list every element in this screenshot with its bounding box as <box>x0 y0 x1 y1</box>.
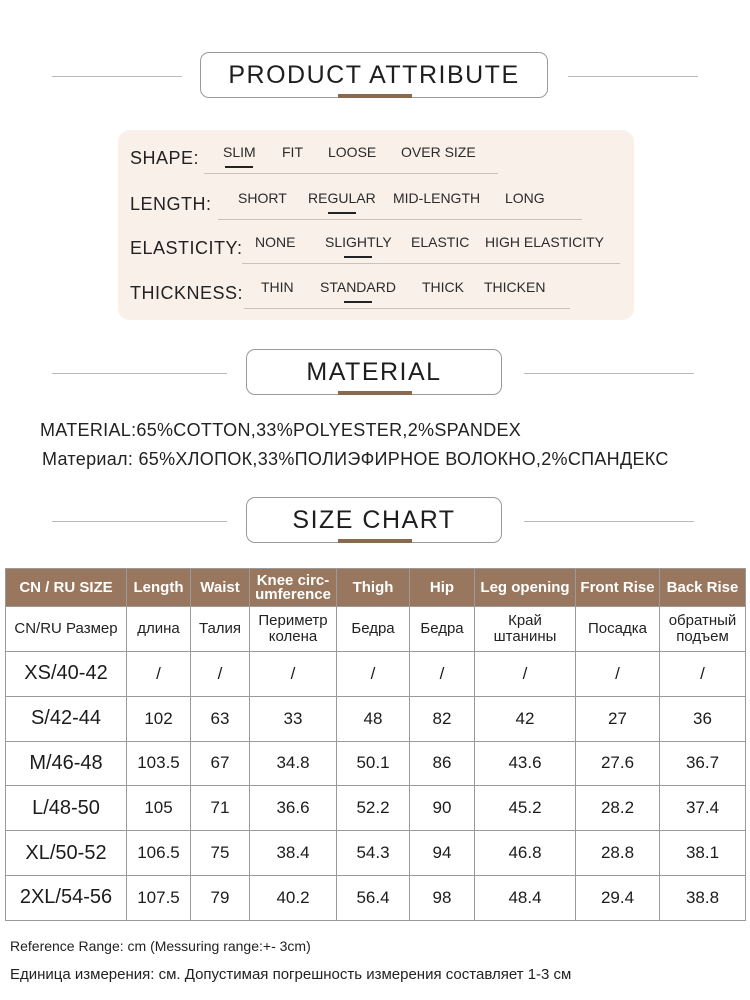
table-cell: M/46-48 <box>6 741 127 786</box>
table-cell: 28.8 <box>576 831 660 876</box>
header-rule-right <box>524 373 694 374</box>
table-cell: Периметр колена <box>250 607 337 652</box>
attr-option: SLIM <box>223 144 256 160</box>
table-cell: / <box>337 652 410 697</box>
table-cell: Back Rise <box>660 569 746 607</box>
attr-row-elasticity <box>118 234 620 264</box>
table-cell: / <box>576 652 660 697</box>
header-rule-left <box>52 521 227 522</box>
attr-rule <box>244 308 570 309</box>
attr-option: REGULAR <box>308 190 376 206</box>
table-row <box>6 786 746 831</box>
table-cell: 34.8 <box>250 741 337 786</box>
table-cell: 38.4 <box>250 831 337 876</box>
attr-row-shape <box>118 144 498 174</box>
table-cell: 52.2 <box>337 786 410 831</box>
table-row <box>6 696 746 741</box>
attribute-panel <box>118 130 634 320</box>
table-cell: 43.6 <box>475 741 576 786</box>
table-row <box>6 875 746 920</box>
table-cell: 38.8 <box>660 875 746 920</box>
table-cell: S/42-44 <box>6 696 127 741</box>
header-rule-right <box>524 521 694 522</box>
attr-option: SLIGHTLY <box>325 234 392 250</box>
attr-option: LONG <box>505 190 545 206</box>
attr-option: THICK <box>422 279 464 295</box>
table-cell: 27.6 <box>576 741 660 786</box>
material-ru: Материал: 65%ХЛОПОК,33%ПОЛИЭФИРНОЕ ВОЛОКНО,2%СПАНДЕКС <box>42 449 669 469</box>
table-cell: / <box>475 652 576 697</box>
attr-label: ELASTICITY: <box>130 238 243 258</box>
table-cell: 75 <box>191 831 250 876</box>
table-cell: 63 <box>191 696 250 741</box>
table-cell: 102 <box>127 696 191 741</box>
attr-option: STANDARD <box>320 279 396 295</box>
table-cell: 48.4 <box>475 875 576 920</box>
table-cell: 37.4 <box>660 786 746 831</box>
attr-row-thickness <box>118 279 570 309</box>
section-title: SIZE CHART <box>246 497 502 543</box>
table-cell: 94 <box>410 831 475 876</box>
attr-option: SHORT <box>238 190 287 206</box>
title-underline <box>338 94 412 98</box>
table-cell: Бедра <box>337 607 410 652</box>
table-cell: длина <box>127 607 191 652</box>
attr-label: THICKNESS: <box>130 283 244 303</box>
table-cell: 36.6 <box>250 786 337 831</box>
table-cell: XL/50-52 <box>6 831 127 876</box>
table-cell: / <box>191 652 250 697</box>
table-cell: 45.2 <box>475 786 576 831</box>
table-cell: 50.1 <box>337 741 410 786</box>
material-en: MATERIAL:65%COTTON,33%POLYESTER,2%SPANDEX <box>40 420 522 440</box>
table-cell: 33 <box>250 696 337 741</box>
table-cell: 48 <box>337 696 410 741</box>
table-cell: Край штанины <box>475 607 576 652</box>
table-cell: 106.5 <box>127 831 191 876</box>
reference-note-en: Reference Range: cm (Messuring range:+- 3cm) <box>10 938 311 954</box>
table-cell: 67 <box>191 741 250 786</box>
table-cell: 42 <box>475 696 576 741</box>
table-row <box>6 831 746 876</box>
table-cell: 38.1 <box>660 831 746 876</box>
header-rule-left <box>52 76 182 77</box>
table-cell: 36 <box>660 696 746 741</box>
table-cell: Knee circ- umference <box>250 569 337 607</box>
table-cell: 86 <box>410 741 475 786</box>
material-header <box>0 349 750 399</box>
table-cell: 103.5 <box>127 741 191 786</box>
attr-label: SHAPE: <box>130 148 200 168</box>
attr-rule <box>242 263 620 264</box>
table-cell: 29.4 <box>576 875 660 920</box>
attr-option: ELASTIC <box>411 234 470 250</box>
attr-rule <box>218 219 582 220</box>
table-cell: Hip <box>410 569 475 607</box>
table-cell: XS/40-42 <box>6 652 127 697</box>
size-chart-table <box>5 568 746 921</box>
table-cell: 105 <box>127 786 191 831</box>
table-cell: 71 <box>191 786 250 831</box>
table-cell: 98 <box>410 875 475 920</box>
table-cell: CN/RU Размер <box>6 607 127 652</box>
attr-option: NONE <box>255 234 296 250</box>
table-cell: обратный подъем <box>660 607 746 652</box>
table-cell: Thigh <box>337 569 410 607</box>
table-cell: Waist <box>191 569 250 607</box>
table-cell: / <box>660 652 746 697</box>
table-cell: 46.8 <box>475 831 576 876</box>
table-header-row-en <box>6 569 746 607</box>
title-underline <box>338 539 412 543</box>
attr-rule <box>204 173 498 174</box>
section-title: PRODUCT ATTRIBUTE <box>200 52 548 98</box>
table-cell: L/48-50 <box>6 786 127 831</box>
attr-option: HIGH ELASTICITY <box>485 234 605 250</box>
attr-option: LOOSE <box>328 144 377 160</box>
product-attribute-header <box>0 52 750 102</box>
table-cell: CN / RU SIZE <box>6 569 127 607</box>
size-chart-header <box>0 497 750 547</box>
table-cell: 54.3 <box>337 831 410 876</box>
table-row <box>6 741 746 786</box>
table-cell: Бедра <box>410 607 475 652</box>
attr-label: LENGTH: <box>130 194 212 214</box>
table-cell: Талия <box>191 607 250 652</box>
table-cell: Leg opening <box>475 569 576 607</box>
table-header-row-ru <box>6 607 746 652</box>
table-cell: 82 <box>410 696 475 741</box>
attr-option: MID-LENGTH <box>393 190 481 206</box>
table-row <box>6 652 746 697</box>
attr-option: OVER SIZE <box>401 144 476 160</box>
table-cell: 79 <box>191 875 250 920</box>
attr-option: THICKEN <box>484 279 546 295</box>
title-underline <box>338 391 412 395</box>
table-cell: 107.5 <box>127 875 191 920</box>
attr-row-length <box>118 190 582 220</box>
header-rule-left <box>52 373 227 374</box>
table-cell: / <box>250 652 337 697</box>
table-cell: / <box>127 652 191 697</box>
table-cell: 90 <box>410 786 475 831</box>
attr-option: THIN <box>261 279 294 295</box>
table-cell: 36.7 <box>660 741 746 786</box>
attr-option: FIT <box>282 144 303 160</box>
table-cell: Front Rise <box>576 569 660 607</box>
header-rule-right <box>568 76 698 77</box>
table-cell: 40.2 <box>250 875 337 920</box>
table-cell: 56.4 <box>337 875 410 920</box>
table-cell: 27 <box>576 696 660 741</box>
table-cell: / <box>410 652 475 697</box>
section-title: MATERIAL <box>246 349 502 395</box>
table-cell: 2XL/54-56 <box>6 875 127 920</box>
reference-note-ru: Единица измерения: см. Допустимая погрешность измерения составляет 1-3 см <box>10 966 572 983</box>
table-cell: Посадка <box>576 607 660 652</box>
table-cell: 28.2 <box>576 786 660 831</box>
table-cell: Length <box>127 569 191 607</box>
